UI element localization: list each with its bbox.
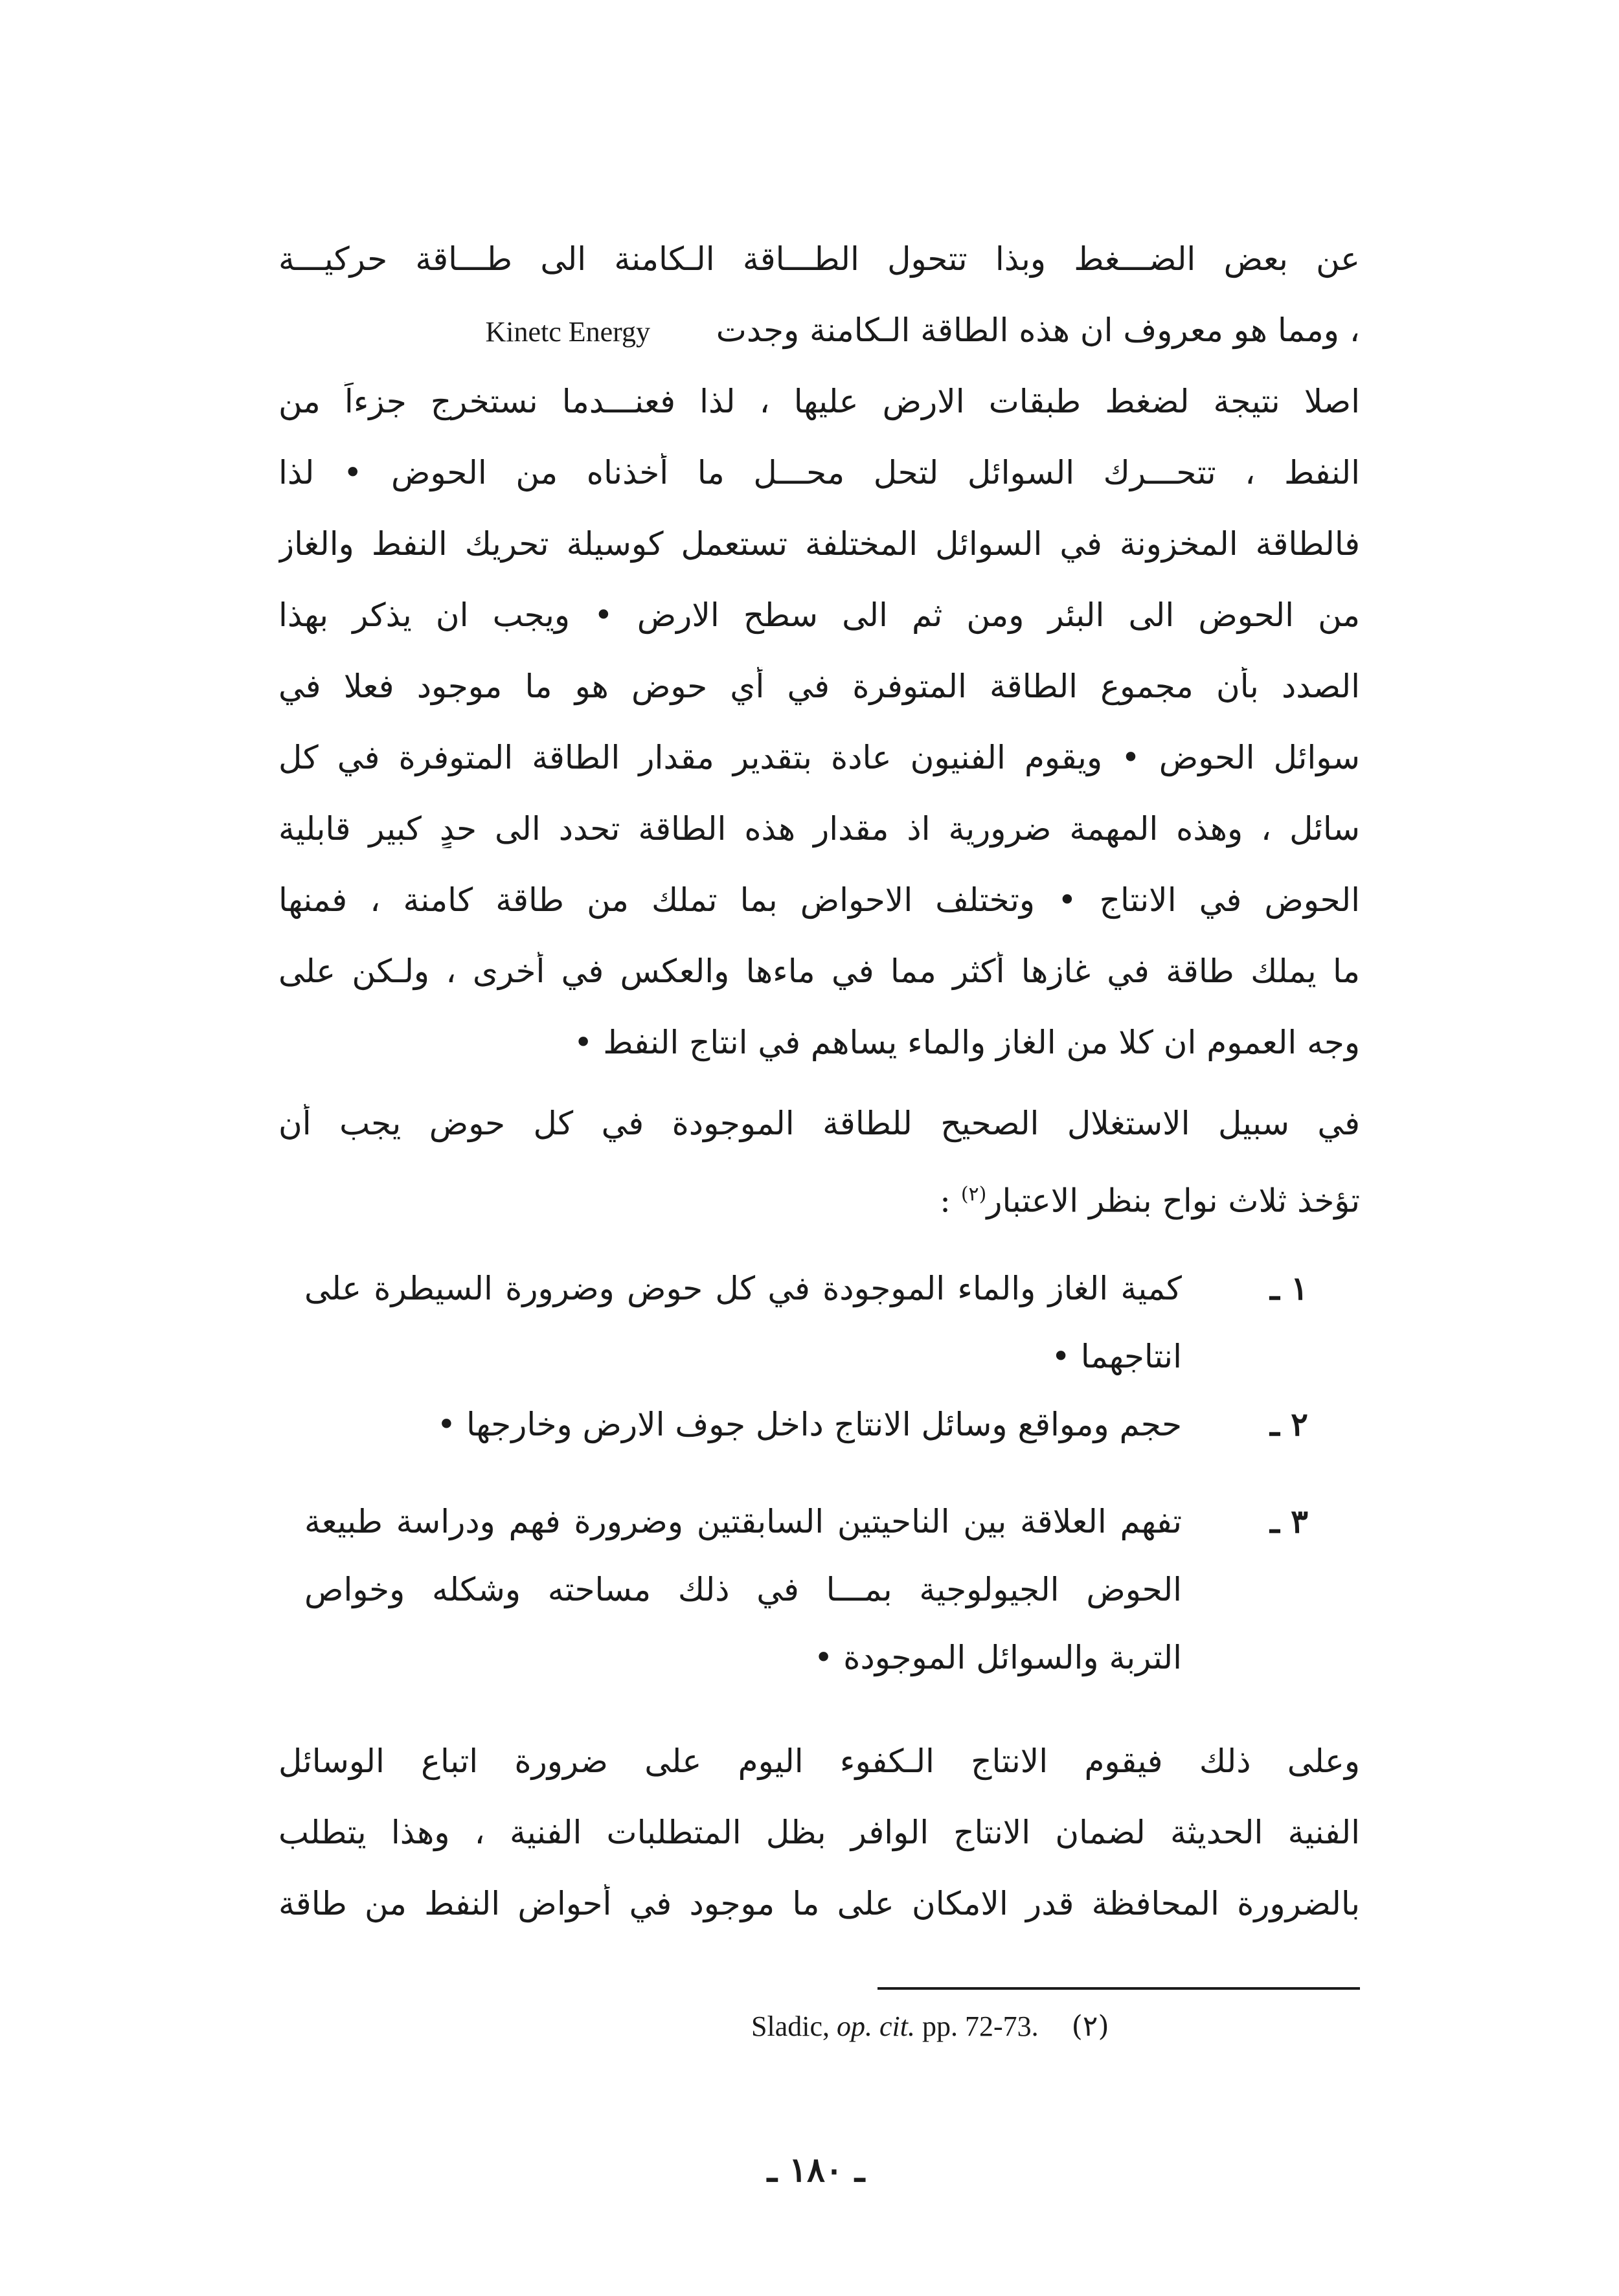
text-line: الصدد بأن مجموع الطاقة المتوفرة في أي حوض هو ما موجود فعلا في: [278, 668, 1360, 705]
list-item-line: كمية الغاز والماء الموجودة في كل حوض وضرورة السيطرة على: [304, 1270, 1182, 1307]
latin-term: Kinetc Energy: [485, 316, 650, 348]
list-number: ٢ ـ: [1270, 1405, 1308, 1443]
footnote-citation: op. cit.: [836, 2010, 915, 2042]
footnote: [751, 2007, 1282, 2046]
text-line: وعلى ذلك فيقوم الانتاج الـكفوء اليوم على ضرورة اتباع الوسائل: [278, 1742, 1360, 1780]
list-item-line: انتاجهما •: [1051, 1338, 1182, 1375]
text-line: النفط ، تتحـــرك السوائل لتحل محـــل ما أخذناه من الحوض • لذا: [278, 454, 1360, 491]
text-line: من الحوض الى البئر ومن ثم الى سطح الارض • ويجب ان يذكر بهذا: [278, 596, 1360, 634]
text-line: الحوض في الانتاج • وتختلف الاحواض بما تملك من طاقة كامنة ، فمنها: [278, 881, 1360, 919]
footnote-pages: pp. 72-73.: [922, 2010, 1039, 2042]
list-number: ١ ـ: [1270, 1269, 1308, 1307]
text-line: ما يملك طاقة في غازها أكثر مما في ماءها والعكس في أخرى ، ولـكن على: [278, 952, 1360, 990]
text-line: بالضرورة المحافظة قدر الامكان على ما موجود في أحواض النفط من طاقة: [278, 1885, 1360, 1922]
text-line: [278, 1175, 1360, 1221]
text-line: سائل ، وهذه المهمة ضرورية اذ مقدار هذه الطاقة تحدد الى حدٍ كبير قابلية: [278, 810, 1360, 848]
list-item-line: حجم ومواقع وسائل الانتاج داخل جوف الارض وخارجها •: [436, 1406, 1182, 1443]
footnote-separator: [877, 1987, 1360, 1990]
page-number: ـ ١٨٠ ـ: [767, 2150, 865, 2190]
list-item-line: تفهم العلاقة بين الناحيتين السابقتين وضرورة فهم ودراسة طبيعة: [304, 1503, 1182, 1540]
text-line: في سبيل الاستغلال الصحيح للطاقة الموجودة في كل حوض يجب أن: [278, 1105, 1360, 1142]
text-line: وجه العموم ان كلا من الغاز والماء يساهم في انتاج النفط •: [573, 1024, 1360, 1061]
text-fragment: ، ومما هو معروف ان هذه الطاقة الـكامنة وجدت: [716, 311, 1360, 349]
text-line: سوائل الحوض • ويقوم الفنيون عادة بتقدير مقدار الطاقة المتوفرة في كل: [278, 739, 1360, 776]
footnote-reference: (٢): [960, 1183, 987, 1206]
text-line: اصلا نتيجة لضغط طبقات الارض عليها ، لذا فعنـــدما نستخرج جزءاً من: [278, 383, 1360, 420]
text-line: فالطاقة المخزونة في السوائل المختلفة تستعمل كوسيلة تحريك النفط والغاز: [278, 525, 1360, 563]
footnote-number: (٢): [1071, 2010, 1109, 2043]
text-line: عن بعض الضـــغط وبذا تتحول الطـــاقة الـكامنة الى طـــاقة حركيـــة: [278, 240, 1360, 278]
text-line: [278, 311, 1360, 352]
text-fragment: تؤخذ ثلاث نواحٍ بنظر الاعتبار: [986, 1182, 1360, 1220]
list-number: ٣ ـ: [1270, 1502, 1308, 1540]
text-fragment: :: [940, 1182, 961, 1220]
text-line: الفنية الحديثة لضمان الانتاج الوافر بظل المتطلبات الفنية ، وهذا يتطلب: [278, 1814, 1360, 1851]
footnote-author: Sladic,: [751, 2010, 830, 2042]
list-item-line: الحوض الجيولوجية بمـــا في ذلك مساحته وشكله وخواص: [304, 1571, 1182, 1608]
list-item-line: التربة والسوائل الموجودة •: [813, 1639, 1182, 1676]
